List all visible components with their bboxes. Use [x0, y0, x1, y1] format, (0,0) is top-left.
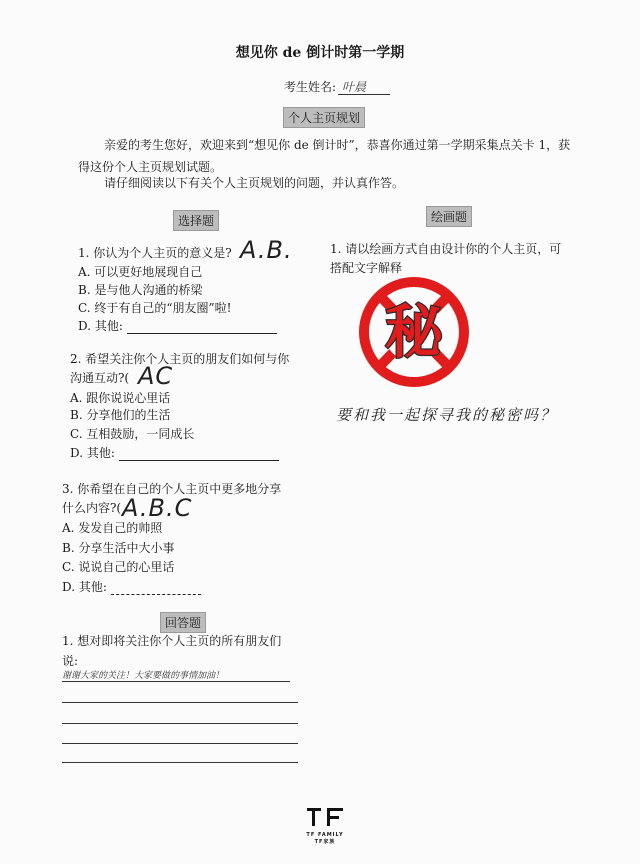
secret-stamp-icon — [358, 276, 470, 388]
q3-handwritten-answer: A.B.C — [122, 494, 193, 522]
candidate-name-row — [284, 78, 390, 95]
q1-option-a: A. 可以更好地展现自己 — [78, 265, 203, 279]
answer-q-line-1: 1. 想对即将关注你个人主页的所有朋友们 — [62, 634, 282, 648]
section-header-choice: 选择题 — [173, 210, 219, 231]
answer-line-2 — [62, 702, 298, 703]
stamp-character: 秘 — [384, 298, 444, 366]
q2-option-c: C. 互相鼓励，一同成长 — [70, 427, 195, 441]
logo-line-1: TF FAMILY — [306, 832, 344, 838]
q3-other-blank — [111, 594, 201, 595]
q3-option-c: C. 说说自己的心里话 — [62, 560, 175, 574]
q2-line-2: 沟通互动?( — [70, 371, 130, 385]
candidate-name-label: 考生姓名: — [284, 80, 337, 94]
q1-handwritten-answer: A.B. — [240, 236, 293, 264]
q1-other-blank — [127, 333, 277, 334]
q2-option-d-label: D. 其他: — [70, 446, 115, 460]
q1-text — [78, 244, 232, 263]
logo-line-2: TF家族 — [314, 839, 336, 845]
tf-family-logo-icon — [296, 806, 354, 845]
answer-line-3 — [62, 723, 298, 724]
q1-option-b: B. 是与他人沟通的桥梁 — [78, 283, 203, 297]
draw-q-line-2: 搭配文字解释 — [330, 261, 403, 275]
q2-line-1: 2. 希望关注你个人主页的朋友们如何与你 — [70, 352, 290, 366]
intro-paragraph-1: 亲爱的考生您好，欢迎来到“想见你 de 倒计时”，恭喜你通过第一学期采集点关卡 1，获得这份个人主页规划试题。 — [78, 138, 571, 174]
section-header-draw: 绘画题 — [426, 206, 472, 227]
intro-paragraph-2: 请仔细阅读以下有关个人主页规划的问题，并认真作答。 — [104, 176, 405, 190]
draw-caption-handwritten: 要和我一起探寻我的秘密吗？ — [336, 406, 558, 424]
q1-option-c: C. 终于有自己的“朋友圈”啦! — [78, 301, 232, 315]
q2-option-a: A. 跟你说说心里话 — [70, 391, 171, 405]
candidate-name-value: 叶晨 — [338, 80, 390, 95]
q3-line-1: 3. 你希望在自己的个人主页中更多地分享 — [62, 482, 282, 496]
answer-handwritten: 谢谢大家的关注！大家要做的事情加油！ — [62, 671, 225, 681]
q1-option-d — [78, 317, 277, 334]
answer-line-4 — [62, 743, 298, 744]
q1-option-d-label: D. 其他: — [78, 319, 123, 333]
q3-option-d-label: D. 其他: — [62, 580, 107, 594]
q3-option-b: B. 分享生活中大小事 — [62, 541, 175, 555]
q2-option-d — [70, 444, 279, 461]
q1-question: 1. 你认为个人主页的意义是? — [78, 246, 232, 260]
section-header-answer: 回答题 — [160, 612, 206, 633]
answer-q-line-2: 说: — [62, 654, 79, 668]
page-title: 想见你 de 倒计时第一学期 — [235, 45, 405, 61]
q3-option-a: A. 发发自己的帅照 — [62, 521, 163, 535]
q3-line-2: 什么内容?( — [62, 501, 122, 515]
q2-option-b: B. 分享他们的生活 — [70, 408, 171, 422]
answer-line-1 — [62, 681, 290, 682]
draw-q-line-1: 1. 请以绘画方式自由设计你的个人主页，可 — [330, 242, 562, 256]
q2-other-blank — [119, 460, 279, 461]
section-header-plan: 个人主页规划 — [283, 107, 365, 128]
answer-line-5 — [62, 762, 298, 763]
q2-handwritten-answer: AC — [138, 362, 174, 390]
q3-option-d — [62, 578, 201, 595]
